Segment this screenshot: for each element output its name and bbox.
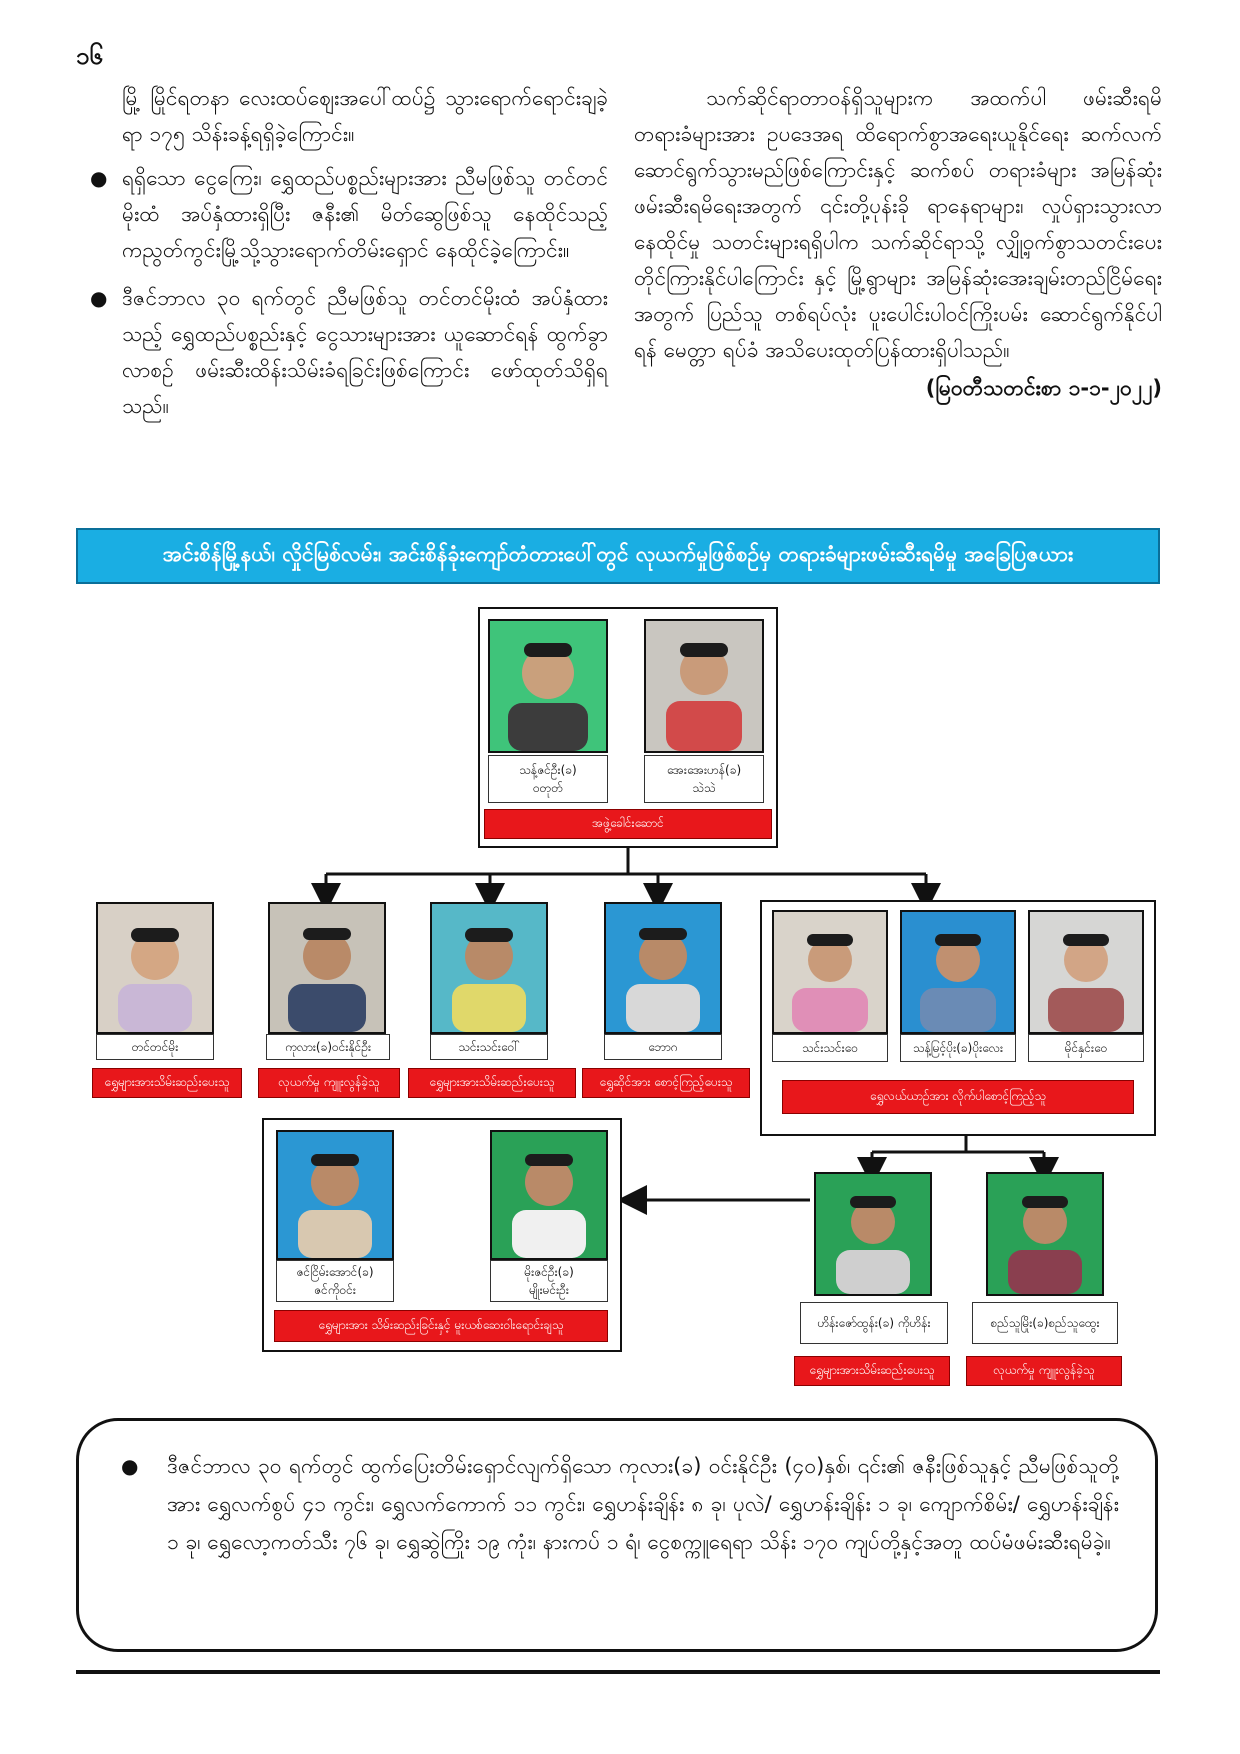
- leader-photo-1: [488, 619, 608, 753]
- leader-namecard-1: [488, 755, 608, 803]
- person-silhouette-icon: [1030, 912, 1142, 1032]
- member-namecard-2: ကုလား(ခ)ဝင်းနိုင်ဦး: [266, 1034, 390, 1060]
- leader-alias-2: သဲသဲ: [692, 781, 716, 795]
- left-bullet-2: ● ဒီဇင်ဘာလ ၃၀ ရက်တွင် ညီမဖြစ်သူ တင်တင်မိုးထံ အပ်နှံထားသည့် ရွှေထည်ပစ္စည်းနှင့် ငွေသားများအား ယူဆောင်ရန် ထွက်ခွာလာစဉ် ဖမ်းဆီးထိန်းသိမ်းခံရခြင်းဖြစ်ကြောင်း ဖော်ထုတ်သိရှိရသည်။: [88, 280, 608, 424]
- person-silhouette-icon: [490, 621, 606, 751]
- person-silhouette-icon: [988, 1174, 1102, 1294]
- member-role-label-3: ရွှေများအားသိမ်းဆည်းပေးသူ: [408, 1068, 576, 1098]
- right-group-namecard-1: သင်းသင်းဝေ: [772, 1034, 888, 1062]
- leader-namecard-2: [644, 755, 764, 803]
- right-group-photo-2: [900, 910, 1016, 1034]
- bottom-left-group-box: [262, 1118, 622, 1352]
- person-silhouette-icon: [98, 904, 212, 1032]
- member-photo-1: [96, 902, 214, 1034]
- person-silhouette-icon: [432, 904, 546, 1032]
- bottom-right-photo-1: [814, 1172, 932, 1296]
- chart-banner: အင်းစိန်မြို့နယ်၊ လှိုင်မြစ်လမ်း၊ အင်းစိန်ခုံးကျော်တံတားပေါ်တွင် လုယက်မှုဖြစ်စဉ်မှ တရားခံများဖမ်းဆီးရမိမှု အခြေပြဇယား: [76, 528, 1160, 584]
- leader-photo-2: [644, 619, 764, 753]
- bottom-left-namecard-2: [490, 1260, 608, 1302]
- leader-group-box: [478, 607, 778, 848]
- member-photo-2: [268, 902, 386, 1034]
- news-source: (မြဝတီသတင်းစာ ၁-၁-၂၀၂၂): [925, 376, 1162, 400]
- bottom-left-namecard-1: [276, 1260, 394, 1302]
- leader-name-1: သန့်ဇင်ဦး(ခ): [519, 763, 577, 777]
- person-silhouette-icon: [774, 912, 886, 1032]
- bottom-right-photo-2: [986, 1172, 1104, 1296]
- member-role-label-4: ရွှေဆိုင်အား စောင့်ကြည့်ပေးသူ: [582, 1068, 750, 1098]
- footer-rule: [76, 1670, 1160, 1674]
- member-namecard-4: ဘောဂ: [604, 1034, 722, 1060]
- bottom-right-namecard-2: စည်သူမြိုး(ခ)စည်သူထွေး: [972, 1302, 1118, 1344]
- member-photo-3: [430, 902, 548, 1034]
- member-role-label-1: ရွှေများအားသိမ်းဆည်းပေးသူ: [92, 1068, 242, 1098]
- bottom-right-role-label-1: ရွှေများအားသိမ်းဆည်းပေးသူ: [794, 1356, 950, 1386]
- page-number: ၁၆: [76, 42, 103, 70]
- person-silhouette-icon: [270, 904, 384, 1032]
- person-silhouette-icon: [492, 1132, 606, 1258]
- person-silhouette-icon: [646, 621, 762, 751]
- bottom-left-name-1: ဇင်ငြိမ်းအောင်(ခ): [296, 1265, 374, 1279]
- summary-list: [121, 1447, 1119, 1561]
- member-namecard-3: သင်းသင်းဝေါ်: [430, 1034, 548, 1060]
- summary-box: [76, 1418, 1158, 1652]
- right-group-box: [760, 900, 1156, 1136]
- leader-role-label: အဖွဲ့ခေါင်းဆောင်: [484, 809, 772, 839]
- left-continuation-text: မြို့ မြိုင်ရတနာ လေးထပ်ဈေးအပေါ်ထပ်၌ သွားရောက်ရောင်းချခဲ့ရာ ၁၇၅ သိန်းခန့်ရရှိခဲ့ကြောင်း။: [122, 86, 608, 146]
- bottom-right-role-label-2: လုယက်မှု ကျူးလွန်ခဲ့သူ: [966, 1356, 1122, 1386]
- right-group-photo-3: [1028, 910, 1144, 1034]
- member-namecard-1: တင်တင်မိုး: [96, 1034, 214, 1060]
- person-silhouette-icon: [278, 1132, 392, 1258]
- person-silhouette-icon: [816, 1174, 930, 1294]
- right-group-namecard-3: မိုင်နှင်းဝေ: [1028, 1034, 1144, 1062]
- person-silhouette-icon: [902, 912, 1014, 1032]
- member-photo-4: [604, 902, 722, 1034]
- member-role-label-2: လုယက်မှု ကျူးလွန်ခဲ့သူ: [258, 1068, 400, 1098]
- bottom-left-alias-2: မျိုးမင်းဦး: [529, 1283, 569, 1297]
- right-group-photo-1: [772, 910, 888, 1034]
- summary-bullet: ● ဒီဇင်ဘာလ ၃၀ ရက်တွင် ထွက်ပြေးတိမ်းရှောင်လျက်ရှိသော ကုလား(ခ) ဝင်းနိုင်ဦး (၄၀)နှစ်၊ ၎င်း၏ ဇနီးဖြစ်သူနှင့် ညီမဖြစ်သူတို့အား ရွှေလက်စွပ် ၄၁ ကွင်း၊ ရွှေလက်ကောက် ၁၁ ကွင်း၊ ရွှေဟန်းချိန်း ၈ ခု၊ ပုလဲ/ ရွှေဟန်းချိန်း ၁ ခု၊ ကျောက်စိမ်း/ ရွှေဟန်းချိန်း ၁ ခု၊ ရွှေလော့ကတ်သီး ၇၆ ခု၊ ရွှေဆွဲကြိုး ၁၉ ကုံး၊ နားကပ် ၁ ရံ၊ ငွေစက္ကူရေရာ သိန်း ၁၇၀ ကျပ်တို့နှင့်အတူ ထပ်မံဖမ်းဆီးရမိခဲ့။: [121, 1447, 1119, 1561]
- leader-alias-1: ဝတုတ်: [532, 781, 564, 795]
- left-bullet-1: ● ရရှိသော ငွေကြေး၊ ရွှေထည်ပစ္စည်းများအား ညီမဖြစ်သူ တင်တင်မိုးထံ အပ်နှံထားရှိပြီး ဇနီး၏ မိတ်ဆွေဖြစ်သူ နေထိုင်သည့် ကညွတ်ကွင်းမြို့သို့သွားရောက်တိမ်းရှောင် နေထိုင်ခဲ့ကြောင်း။: [88, 160, 608, 268]
- right-group-namecard-2: သန့်မြင့်ပိုး(ခ)ပိုးလေး: [900, 1034, 1016, 1062]
- leader-name-2: အေးအေးဟန်(ခ): [666, 763, 742, 777]
- bottom-left-photo-1: [276, 1130, 394, 1260]
- bottom-left-photo-2: [490, 1130, 608, 1260]
- bottom-right-namecard-1: ဟိန်းဇော်ထွန်း(ခ) ကိုဟိန်း: [800, 1302, 948, 1344]
- bottom-left-name-2: မိုးဇင်ဦး(ခ): [524, 1265, 574, 1279]
- bottom-left-alias-1: ဇင်ကိုဝင်း: [314, 1283, 356, 1297]
- right-group-role-label: ရွှေလယ်ယာဥ်အား လိုက်ပါစောင့်ကြည့်သူ: [782, 1080, 1134, 1114]
- bottom-left-role-label: ရွှေများအား သိမ်းဆည်းခြင်းနှင့် မူးယစ်ဆေးဝါးရောင်းချသူ: [274, 1310, 608, 1342]
- right-paragraph: သက်ဆိုင်ရာတာဝန်ရှိသူများက အထက်ပါ ဖမ်းဆီးရမိ တရားခံများအား ဥပဒေအရ ထိရောက်စွာအရေးယူနိုင်ရေး ဆက်လက်ဆောင်ရွက်သွားမည်ဖြစ်ကြောင်းနှင့် ဆက်စပ် တရားခံများ အမြန်ဆုံးဖမ်းဆီးရမိရေးအတွက် ၎င်းတို့ပုန်းခို ရာနေရာများ၊ လှုပ်ရှားသွားလာနေထိုင်မှု သတင်းများရရှိပါက သက်ဆိုင်ရာသို့ လျှို့ဝှက်စွာသတင်းပေးတိုင်ကြားနိုင်ပါကြောင်း နှင့် မြို့ရွာများ အမြန်ဆုံးအေးချမ်းတည်ငြိမ်ရေးအတွက် ပြည်သူ တစ်ရပ်လုံး ပူးပေါင်းပါဝင်ကြိုးပမ်း ဆောင်ရွက်နိုင်ပါရန် မေတ္တာ ရပ်ခံ အသိပေးထုတ်ပြန်ထားရှိပါသည်။: [634, 86, 1162, 362]
- person-silhouette-icon: [606, 904, 720, 1032]
